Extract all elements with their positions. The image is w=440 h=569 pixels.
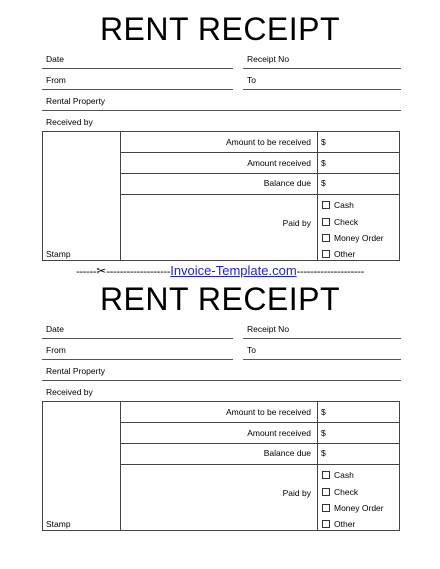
from-field[interactable] bbox=[42, 359, 233, 360]
checkbox-icon[interactable] bbox=[322, 520, 330, 528]
date-field[interactable] bbox=[42, 338, 233, 339]
amount-received-currency[interactable]: $ bbox=[321, 158, 326, 168]
rent-receipt-1 bbox=[0, 0, 440, 262]
rent-receipt-2 bbox=[0, 270, 440, 532]
rental-property-field[interactable] bbox=[42, 380, 401, 381]
checkbox-icon[interactable] bbox=[322, 250, 330, 258]
table-row-line bbox=[120, 173, 399, 174]
receipt-no-field[interactable] bbox=[243, 68, 401, 69]
amount-to-be-received-currency[interactable]: $ bbox=[321, 137, 326, 147]
date-field[interactable] bbox=[42, 68, 233, 69]
receipt-no-field[interactable] bbox=[243, 338, 401, 339]
table-row-line bbox=[120, 194, 399, 195]
payment-option-money-order[interactable]: Money Order bbox=[322, 502, 384, 514]
amount-to-be-received-currency[interactable]: $ bbox=[321, 407, 326, 417]
checkbox-icon[interactable] bbox=[322, 488, 330, 496]
receipt-no-label: Receipt No bbox=[247, 324, 290, 334]
checkbox-icon[interactable] bbox=[322, 218, 330, 226]
table-row-line bbox=[120, 464, 399, 465]
from-field[interactable] bbox=[42, 89, 233, 90]
scissors-icon: ✂ bbox=[96, 264, 107, 278]
to-field[interactable] bbox=[243, 89, 401, 90]
amount-to-be-received-label: Amount to be received bbox=[225, 407, 311, 417]
amount-received-label: Amount received bbox=[247, 158, 311, 168]
stamp-label: Stamp bbox=[46, 249, 71, 259]
balance-due-currency[interactable]: $ bbox=[321, 448, 326, 458]
to-field[interactable] bbox=[243, 359, 401, 360]
payment-option-money-order[interactable]: Money Order bbox=[322, 232, 384, 244]
receipt-title: RENT RECEIPT bbox=[99, 281, 341, 317]
date-label: Date bbox=[46, 54, 64, 64]
rental-property-label: Rental Property bbox=[46, 366, 106, 376]
payment-option-cash[interactable]: Cash bbox=[322, 199, 354, 211]
payment-table bbox=[42, 131, 400, 261]
checkbox-icon[interactable] bbox=[322, 504, 330, 512]
received-by-label: Received by bbox=[46, 387, 93, 397]
checkbox-icon[interactable] bbox=[322, 201, 330, 209]
from-label: From bbox=[46, 345, 66, 355]
amount-to-be-received-label: Amount to be received bbox=[225, 137, 311, 147]
date-label: Date bbox=[46, 324, 64, 334]
from-label: From bbox=[46, 75, 66, 85]
receipt-no-label: Receipt No bbox=[247, 54, 290, 64]
payment-option-cash[interactable]: Cash bbox=[322, 469, 354, 481]
table-row-line bbox=[120, 422, 399, 423]
to-label: To bbox=[247, 345, 256, 355]
balance-due-label: Balance due bbox=[263, 178, 311, 188]
rental-property-label: Rental Property bbox=[46, 96, 106, 106]
payment-option-other[interactable]: Other bbox=[322, 248, 355, 260]
table-row-line bbox=[120, 152, 399, 153]
receipt-title: RENT RECEIPT bbox=[99, 11, 341, 47]
amount-received-currency[interactable]: $ bbox=[321, 428, 326, 438]
amount-received-label: Amount received bbox=[247, 428, 311, 438]
stamp-label: Stamp bbox=[46, 519, 71, 529]
to-label: To bbox=[247, 75, 256, 85]
received-by-label: Received by bbox=[46, 117, 93, 127]
balance-due-label: Balance due bbox=[263, 448, 311, 458]
rental-property-field[interactable] bbox=[42, 110, 401, 111]
payment-option-check[interactable]: Check bbox=[322, 216, 358, 228]
paid-by-label: Paid by bbox=[282, 488, 311, 498]
cut-line: ------✂-------------------Invoice-Template.com-------------------- bbox=[76, 263, 364, 278]
paid-by-label: Paid by bbox=[282, 218, 311, 228]
payment-table bbox=[42, 401, 400, 531]
payment-option-other[interactable]: Other bbox=[322, 518, 355, 530]
checkbox-icon[interactable] bbox=[322, 471, 330, 479]
checkbox-icon[interactable] bbox=[322, 234, 330, 242]
payment-option-check[interactable]: Check bbox=[322, 486, 358, 498]
table-row-line bbox=[120, 443, 399, 444]
site-link[interactable]: Invoice-Template.com bbox=[170, 263, 297, 278]
balance-due-currency[interactable]: $ bbox=[321, 178, 326, 188]
